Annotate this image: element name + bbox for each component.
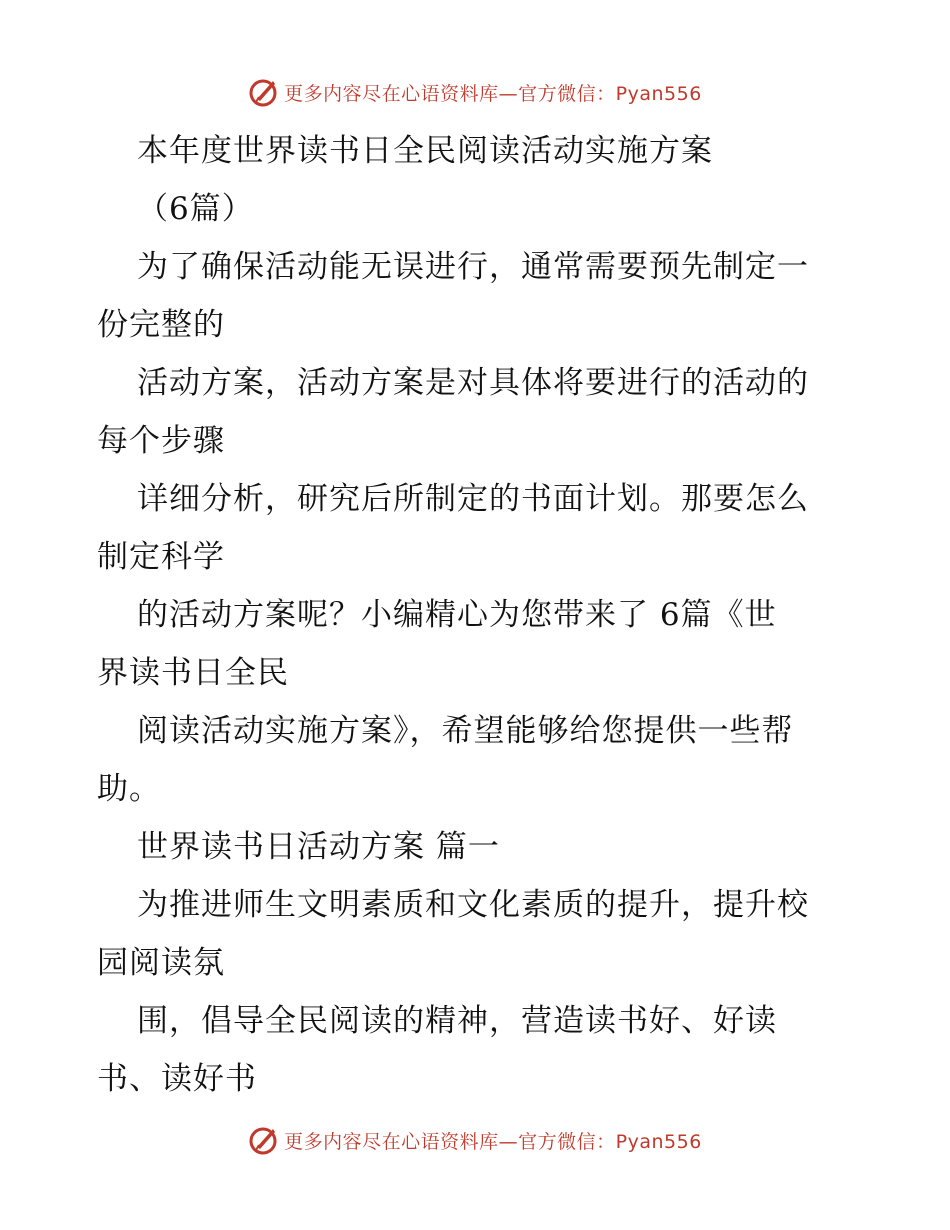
header-watermark-banner (0, 72, 950, 112)
document-body (97, 122, 867, 1108)
quill-pen-logo-icon (248, 76, 280, 108)
text-line: 份完整的 (97, 307, 225, 343)
text-line: 园阅读氛 (97, 945, 225, 981)
text-line: 阅读活动实施方案》，希望能够给您提供一些帮 (137, 713, 794, 749)
text-line: 的活动方案呢？小编精心为您带来了 6篇《世 (137, 597, 777, 633)
text-line: 制定科学 (97, 539, 225, 575)
text-line: （6篇） (137, 191, 254, 227)
text-line: 本年度世界读书日全民阅读活动实施方案 (137, 133, 713, 169)
text-line: 为了确保活动能无误进行，通常需要预先制定一 (137, 249, 809, 285)
footer-watermark-text: 更多内容尽在心语资料库—官方微信：Pyan556 (284, 1130, 702, 1153)
text-line: 活动方案，活动方案是对具体将要进行的活动的 (137, 365, 809, 401)
header-watermark-text: 更多内容尽在心语资料库—官方微信：Pyan556 (284, 82, 702, 105)
text-line: 每个步骤 (97, 423, 225, 459)
footer-watermark-banner (0, 1120, 950, 1160)
text-line: 世界读书日活动方案 篇一 (137, 829, 500, 865)
text-line: 围，倡导全民阅读的精神，营造读书好、好读 (137, 1003, 777, 1039)
quill-pen-logo-icon (248, 1124, 280, 1156)
text-line: 助。 (97, 771, 161, 807)
text-line: 详细分析，研究后所制定的书面计划。那要怎么 (137, 481, 809, 517)
text-line: 为推进师生文明素质和文化素质的提升，提升校 (137, 887, 809, 923)
text-line: 界读书日全民 (97, 655, 289, 691)
text-line: 书、读好书 (97, 1061, 257, 1097)
